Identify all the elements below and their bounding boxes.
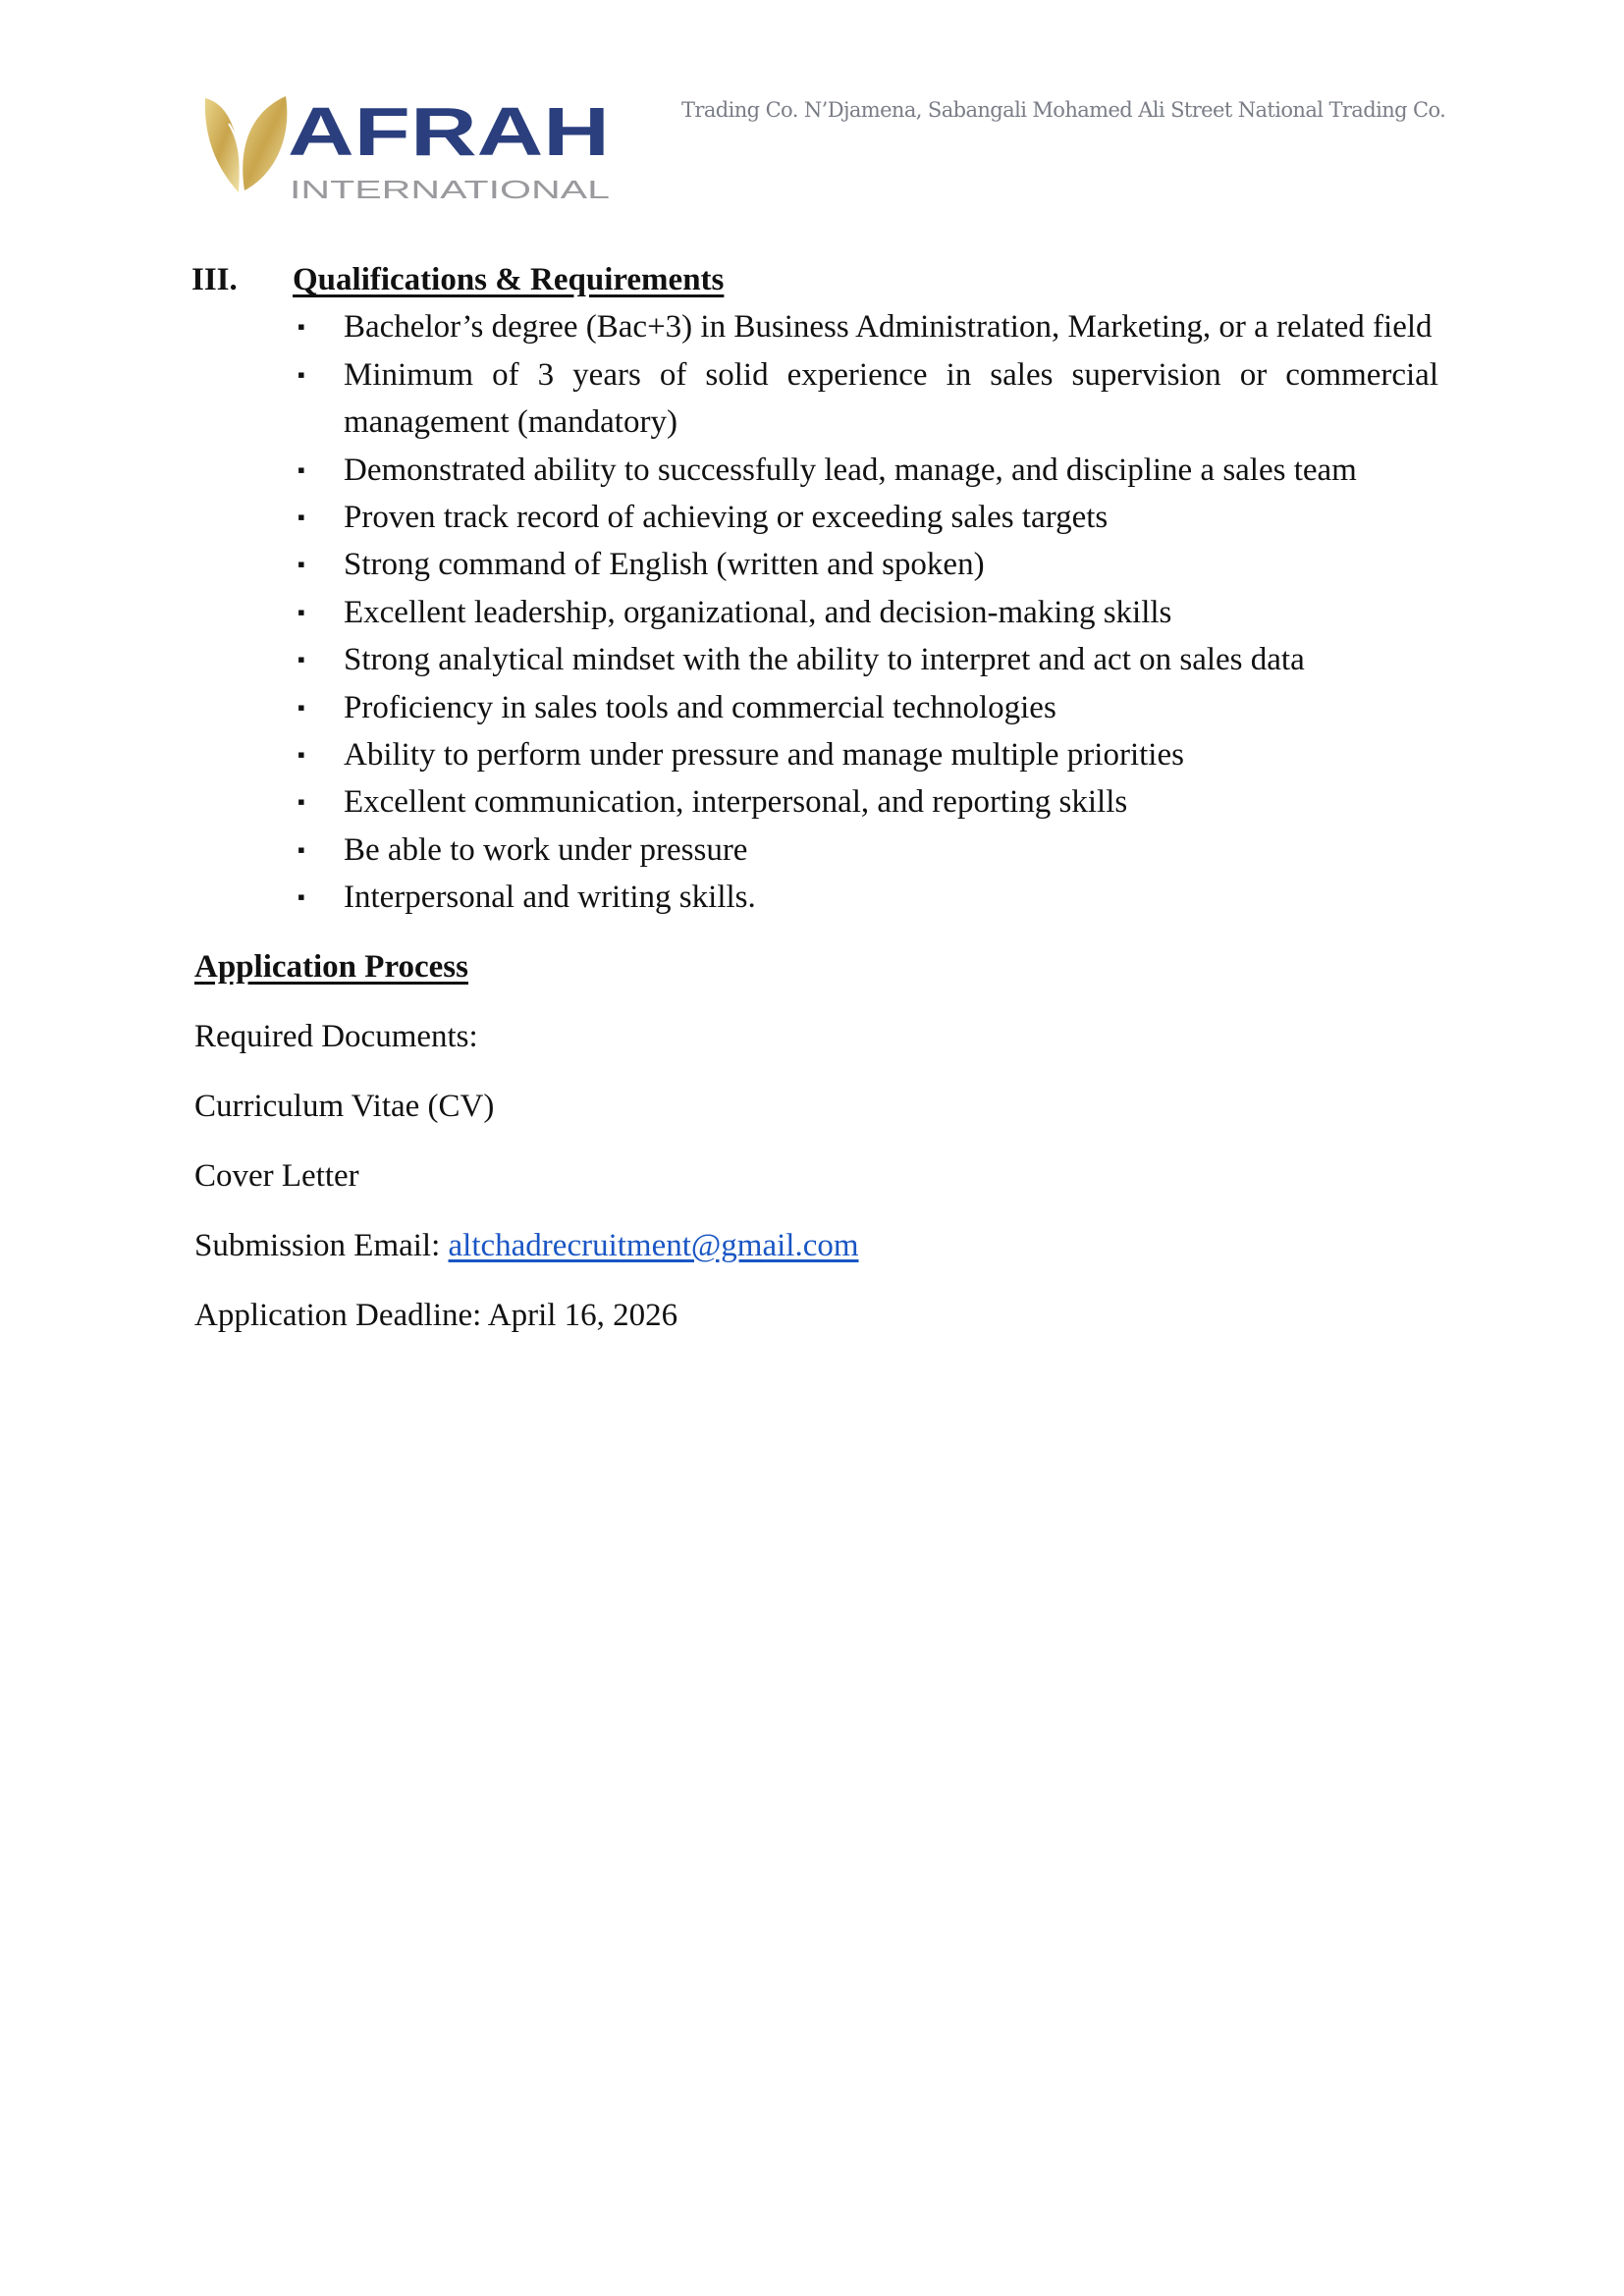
company-address: Trading Co. N’Djamena, Sabangali Mohamed Ali Street National Trading Co. <box>681 98 1446 122</box>
requirements-list <box>191 303 1438 921</box>
list-item <box>298 447 1438 494</box>
item-text: Minimum of 3 years of solid experience in sales supervision or commercial management (mandatory) <box>344 356 1438 441</box>
item-text: Proven track record of achieving or exceeding sales targets <box>344 500 1109 536</box>
submission-email-line <box>194 1222 1438 1269</box>
item-text: Excellent communication, interpersonal, and reporting skills <box>344 784 1128 821</box>
item-text: Ability to perform under pressure and manage multiple priorities <box>344 737 1184 774</box>
item-text: Excellent leadership, organizational, and decision-making skills <box>344 594 1172 630</box>
list-item <box>298 494 1438 541</box>
item-text: Interpersonal and writing skills. <box>344 880 756 916</box>
bullet-icon: ▪ <box>298 789 305 815</box>
section-number: III. <box>191 262 238 297</box>
document-cover-letter: Cover Letter <box>194 1157 359 1194</box>
application-process <box>194 943 1438 1339</box>
item-text: Bachelor’s degree (Bac+3) in Business Administration, Marketing, or a related field <box>344 309 1433 346</box>
item-text: Strong analytical mindset with the ability to interpret and act on sales data <box>344 642 1305 678</box>
bullet-icon: ▪ <box>298 599 305 624</box>
bullet-icon: ▪ <box>298 456 305 482</box>
bullet-icon: ▪ <box>298 647 305 672</box>
list-item <box>298 303 1438 350</box>
item-text: Strong command of English (written and spoken) <box>344 547 985 583</box>
list-item <box>298 684 1438 731</box>
bullet-icon: ▪ <box>298 552 305 577</box>
list-item <box>298 827 1438 874</box>
bullet-icon: ▪ <box>298 505 305 530</box>
company-logo <box>199 90 614 206</box>
item-text: Proficiency in sales tools and commercial technologies <box>344 689 1056 725</box>
bullet-icon: ▪ <box>298 694 305 720</box>
email-label: Submission Email: <box>194 1227 449 1263</box>
list-item <box>298 874 1438 921</box>
email-link[interactable]: altchadrecruitment@gmail.com <box>448 1227 859 1263</box>
list-item <box>298 636 1438 683</box>
item-text: Be able to work under pressure <box>344 831 748 868</box>
document-body <box>191 256 1438 1362</box>
logo-subtext: INTERNATIONAL <box>290 175 610 204</box>
bullet-icon: ▪ <box>298 884 305 910</box>
list-item <box>298 589 1438 636</box>
section-title: Qualifications & Requirements <box>293 262 725 297</box>
list-item <box>298 351 1438 447</box>
application-deadline: Application Deadline: April 16, 2026 <box>194 1297 678 1333</box>
qualifications-section <box>191 256 1438 922</box>
bullet-icon: ▪ <box>298 314 305 340</box>
section-heading <box>191 256 1438 303</box>
list-item <box>298 778 1438 826</box>
list-item <box>298 541 1438 588</box>
bullet-icon: ▪ <box>298 361 305 387</box>
bullet-icon: ▪ <box>298 836 305 862</box>
required-documents-label: Required Documents: <box>194 1018 478 1054</box>
list-item <box>298 731 1438 778</box>
application-title: Application Process <box>194 948 468 985</box>
bullet-icon: ▪ <box>298 742 305 768</box>
logo-wordmark: AFRAH <box>288 93 610 170</box>
item-text: Demonstrated ability to successfully lead, manage, and discipline a sales team <box>344 452 1357 488</box>
document-cv: Curriculum Vitae (CV) <box>194 1088 495 1124</box>
